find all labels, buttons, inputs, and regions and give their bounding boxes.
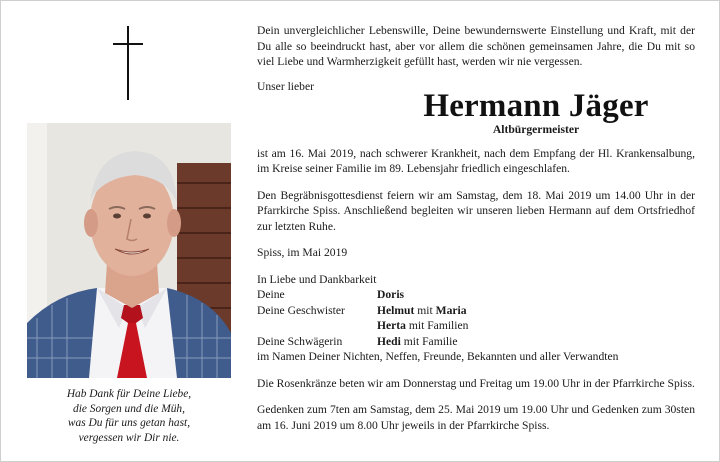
intro-paragraph: Dein unvergleichlicher Lebenswille, Deine bewundernswerte Einstellung und Kraft, mit der Du alle so beeindruckt hast, aber vor allem die schönen gemeinsamen Jahre, die Du mit so viel Liebe und Warmherzigkeit gefüllt hast, werden wir nie vergessen. (257, 24, 695, 68)
memorial-poem (27, 387, 231, 445)
family-label: Deine Schwägerin (257, 334, 343, 348)
unser-lieber: Unser lieber (257, 79, 314, 93)
family-name: Maria (435, 303, 467, 317)
deceased-title: Altbürgermeister (492, 123, 580, 136)
family-row: Deine Geschwister Helmut mit Maria (257, 303, 467, 317)
rosary-paragraph: Die Rosenkränze beten wir am Donnerstag und Freitag um 19.00 Uhr in der Pfarrkirche Spiss. (257, 376, 695, 390)
cross-symbol (113, 26, 143, 100)
place-date: Spiss, im Mai 2019 (257, 246, 348, 259)
death-paragraph: ist am 16. Mai 2019, nach schwerer Krankheit, nach dem Empfang der Hl. Krankensalbung, im Kreise seiner Familie im 89. Lebensjahr friedlich eingeschlafen. (257, 146, 695, 175)
family-name: Doris (377, 288, 405, 301)
funeral-paragraph: Den Begräbnisgottesdienst feiern wir am Samstag, dem 18. Mai 2019 um 14.00 Uhr in der Pfarrkirche Spiss. Anschließend begleiten wir unseren lieben Hermann auf dem Ortsfriedhof zur letzten Ruhe. (257, 188, 695, 233)
deceased-name: Hermann Jäger (423, 88, 649, 124)
portrait-illustration (27, 123, 231, 378)
poem-line: vergessen wir Dir nie. (78, 431, 180, 444)
poem-line: Hab Dank für Deine Liebe, (66, 388, 192, 400)
poem-line: die Sorgen und die Müh, (73, 402, 185, 415)
family-label: Deine Geschwister (257, 303, 345, 317)
family-row (257, 287, 695, 303)
family-list (257, 287, 695, 365)
memorial-paragraph: Gedenken zum 7ten am Samstag, dem 25. Mai 2019 um 19.00 Uhr und Gedenken zum 30sten am 16. Juni 2019 um 8.00 Uhr jeweils in der Pfarrkirche Spiss. (257, 403, 695, 432)
family-row: Herta mit Familien (257, 318, 695, 334)
portrait-photo (27, 123, 231, 378)
relatives-line: im Namen Deiner Nichten, Neffen, Freunde, Bekannten und aller Verwandten (257, 350, 619, 363)
family-label (257, 318, 377, 334)
family-name: Herta (377, 319, 406, 332)
family-name: Hedi (377, 334, 401, 348)
family-label: Deine (257, 288, 285, 301)
poem-line: was Du für uns getan hast, (67, 417, 191, 430)
family-name: Helmut (377, 303, 415, 317)
notice-text-column (257, 23, 695, 433)
family-row: Deine Schwägerin Hedi mit Familie (257, 334, 458, 348)
in-love-line: In Liebe und Dankbarkeit (257, 272, 377, 286)
